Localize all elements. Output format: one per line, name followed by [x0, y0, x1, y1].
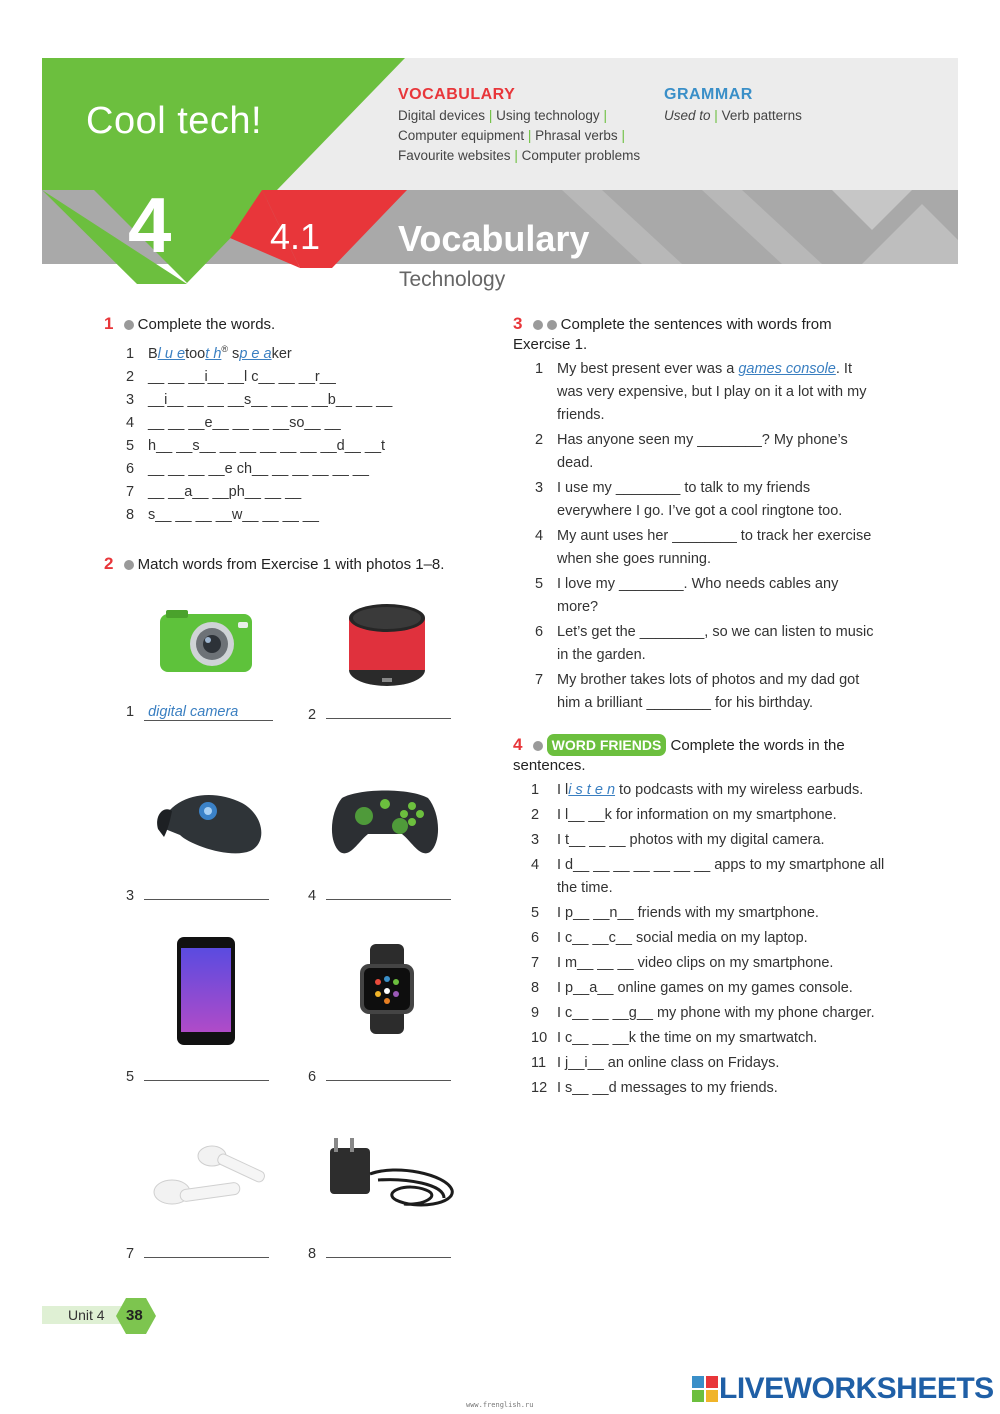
list-item[interactable]: 5 h__ __s__ __ __ __ __ __ __d__ __t — [126, 437, 386, 454]
grammar-heading: GRAMMAR — [664, 86, 753, 103]
list-item: 1 I li s t e n to podcasts with my wireless earbuds. — [531, 782, 864, 798]
word-friends-badge: WORD FRIENDS — [547, 734, 667, 756]
liveworksheets-brand[interactable]: LIVEWORKSHEETS — [719, 1372, 994, 1405]
answer-input[interactable] — [326, 885, 451, 900]
answer-input[interactable]: t h — [205, 345, 222, 362]
camera-photo-icon — [158, 608, 254, 676]
liveworksheets-logo-icon — [692, 1376, 718, 1402]
photo-caption-8: 8 — [308, 1243, 451, 1262]
list-item[interactable]: 6 Let’s get the ________, so we can listen to music in the garden. — [535, 624, 874, 663]
list-item[interactable]: 2 __ __ __i__ __l c__ __ __r__ — [126, 368, 336, 385]
charger-photo-icon — [326, 1134, 462, 1218]
list-item[interactable]: 4 __ __ __e__ __ __ __so__ __ — [126, 414, 341, 431]
list-item[interactable]: 10 I c__ __ __k the time on my smartwatch. — [531, 1030, 818, 1046]
list-item[interactable]: 5 I p__ __n__ friends with my smartphone. — [531, 905, 819, 921]
photo-caption-3: 3 — [126, 885, 269, 904]
ex1-list — [126, 338, 392, 527]
ex3-heading: 3 Complete the sentences with words from Exercise 1. — [513, 314, 832, 353]
smartwatch-photo-icon — [356, 944, 418, 1034]
list-item[interactable]: 7 My brother takes lots of photos and my dad got him a brilliant ________ for his birthday. — [535, 672, 860, 711]
earbuds-photo-icon — [150, 1140, 270, 1210]
list-item[interactable]: 2 Has anyone seen my ________? My phone’s dead. — [535, 432, 848, 471]
game-controller-photo-icon — [330, 782, 440, 858]
header-shapes — [42, 58, 422, 288]
answer-input[interactable] — [144, 1243, 269, 1258]
unit-number: 4 — [128, 181, 172, 269]
ex3-list — [535, 358, 880, 717]
photo-caption-7: 7 — [126, 1243, 269, 1262]
source-url: www.frenglish.ru — [466, 1401, 534, 1409]
speaker-photo-icon — [346, 600, 428, 690]
ex4-heading: 4 WORD FRIENDS Complete the words in the sentences. — [513, 735, 845, 774]
photo-caption-1: 1 digital camera — [126, 704, 273, 721]
list-item[interactable]: 7 I m__ __ __ video clips on my smartphone. — [531, 955, 834, 971]
list-item[interactable]: 8 s__ __ __ __w__ __ __ __ — [126, 506, 319, 523]
answer-input[interactable] — [326, 1066, 451, 1081]
list-item[interactable]: 4 My aunt uses her ________ to track her exercise when she goes running. — [535, 528, 872, 567]
grammar-list: Used to | Verb patterns — [664, 108, 802, 123]
list-item[interactable]: 9 I c__ __ __g__ my phone with my phone charger. — [531, 1005, 875, 1021]
list-item[interactable]: 3 __i__ __ __ __s__ __ __ __b__ __ __ — [126, 391, 393, 408]
unit-label: Unit 4 — [68, 1307, 105, 1323]
photo-caption-4: 4 — [308, 885, 451, 904]
smartphone-photo-icon — [176, 936, 236, 1046]
photo-caption-6: 6 — [308, 1066, 451, 1085]
photo-caption-5: 5 — [126, 1066, 269, 1085]
answer-input[interactable] — [144, 1066, 269, 1081]
vocabulary-list: Digital devices | Using technology | Computer equipment | Phrasal verbs | Favourite websites | Computer problems — [398, 108, 641, 163]
answer-input[interactable]: digital camera — [144, 704, 273, 721]
list-item[interactable]: 4 I d__ __ __ __ __ __ __ apps to my smartphone all the time. — [531, 857, 885, 896]
section-title: Vocabulary — [398, 218, 590, 259]
answer-input[interactable] — [326, 1243, 451, 1258]
vocabulary-heading: VOCABULARY — [398, 86, 516, 103]
answer-input[interactable]: i s t e n — [568, 782, 616, 798]
list-item[interactable]: 2 I l__ __k for information on my smartphone. — [531, 807, 837, 823]
list-item: 1 Bl u etoot h® sp e aker — [126, 344, 292, 362]
list-item[interactable]: 8 I p__a__ online games on my games console. — [531, 980, 853, 996]
section-number: 4.1 — [270, 216, 321, 257]
ex2-heading: 2 Match words from Exercise 1 with photos 1–8. — [104, 554, 445, 573]
unit-title: Cool tech! — [86, 100, 263, 142]
answer-input[interactable]: p e a — [239, 345, 272, 362]
answer-input[interactable] — [326, 704, 451, 719]
list-item[interactable]: 5 I love my ________. Who needs cables any more? — [535, 576, 839, 615]
list-item[interactable]: 11 I j__i__ an online class on Fridays. — [531, 1055, 780, 1071]
list-item[interactable]: 7 __ __a__ __ph__ __ __ — [126, 483, 302, 500]
answer-input[interactable]: l u e — [157, 345, 186, 362]
ex4-list — [531, 779, 886, 1102]
list-item[interactable]: 6 __ __ __ __e ch__ __ __ __ __ __ — [126, 460, 369, 477]
photo-caption-2: 2 — [308, 704, 451, 723]
headset-photo-icon — [150, 785, 270, 857]
list-item[interactable]: 6 I c__ __c__ social media on my laptop. — [531, 930, 808, 946]
list-item[interactable]: 3 I use my ________ to talk to my friends everywhere I go. I’ve got a cool ringtone too. — [535, 480, 843, 519]
answer-input[interactable]: games console — [738, 361, 836, 377]
section-subtitle: Technology — [399, 268, 506, 291]
list-item: 1 My best present ever was a games console. It was very expensive, but I play on it a lot with my friends. — [535, 361, 867, 423]
list-item[interactable]: 12 I s__ __d messages to my friends. — [531, 1080, 778, 1096]
list-item[interactable]: 3 I t__ __ __ photos with my digital camera. — [531, 832, 825, 848]
ex1-heading: 1 Complete the words. — [104, 314, 276, 333]
answer-input[interactable] — [144, 885, 269, 900]
page-number: 38 — [126, 1307, 143, 1324]
